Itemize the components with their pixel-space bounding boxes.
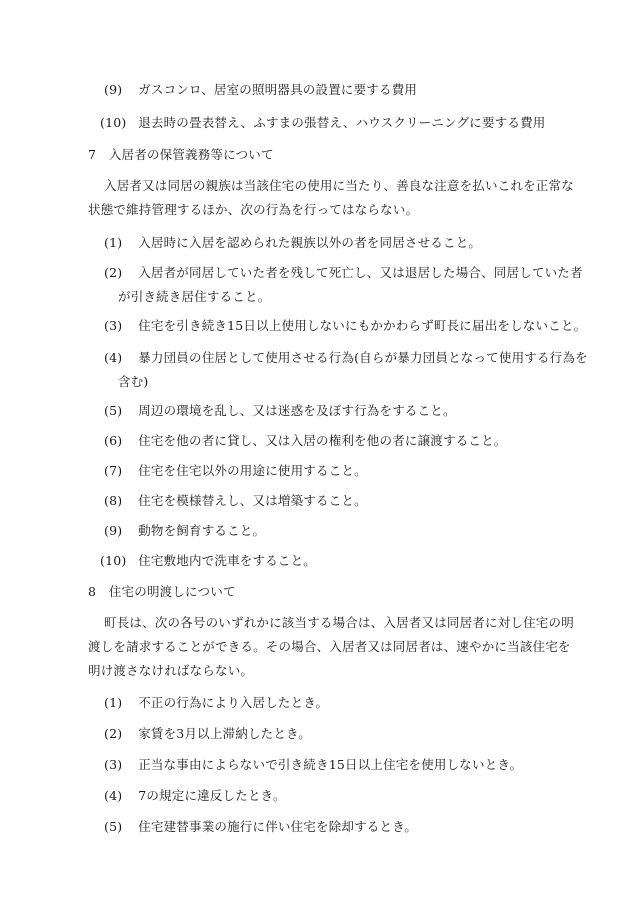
item-number: (10) [100,115,127,130]
list-item [104,265,583,281]
item-text: 住宅を引き続き15日以上使用しないにもかかわらず町長に届出をしないこと。 [138,318,587,333]
list-item [104,819,417,835]
paragraph-line: 状態で維持管理するほか、次の行為を行ってはならない。 [88,202,419,217]
list-item [104,82,417,98]
item-number: (2) [104,726,123,741]
item-text: 住宅を住宅以外の用途に使用すること。 [138,463,367,478]
list-item [104,726,311,742]
item-number: (4) [104,350,123,365]
item-number: (2) [104,265,123,280]
paragraph-line: 町長は、次の各号のいずれかに該当する場合は、入居者又は同居者に対し住宅の明 [104,615,574,630]
item-text: 退去時の畳表替え、ふすまの張替え、ハウスクリーニングに要する費用 [138,115,546,130]
item-text: 不正の行為により入居したとき。 [138,695,329,710]
list-item [104,318,586,334]
item-text: 7の規定に違反したとき。 [138,788,286,803]
section-heading: 7 入居者の保管義務等について [88,147,274,162]
list-item [100,115,545,131]
item-number: (1) [104,235,123,250]
item-number: (1) [104,695,123,710]
item-continuation: が引き続き居住すること。 [118,289,271,304]
item-continuation: 含む) [118,374,149,389]
list-item [104,463,367,479]
item-number: (10) [100,553,127,568]
list-item [100,553,316,569]
item-number: (5) [104,403,123,418]
list-item [104,523,265,539]
item-text: 住宅を模様替えし、又は増築すること。 [138,493,367,508]
item-number: (9) [104,82,123,97]
item-text: 住宅敷地内で洗車をすること。 [138,553,316,568]
item-text: 家賃を3月以上滞納したとき。 [138,726,311,741]
item-text: ガスコンロ、居室の照明器具の設置に要する費用 [138,82,418,97]
item-text: 周辺の環境を乱し、又は迷惑を及ぼす行為をすること。 [138,403,456,418]
paragraph-line: 入居者又は同居の親族は当該住宅の使用に当たり、善良な注意を払いこれを正常な [104,178,574,193]
list-item [104,695,328,711]
item-number: (8) [104,493,123,508]
section-heading: 8 住宅の明渡しについて [88,584,236,599]
item-number: (7) [104,463,123,478]
item-number: (3) [104,318,123,333]
item-text: 動物を飼育すること。 [138,523,266,538]
item-number: (9) [104,523,123,538]
item-number: (3) [104,757,123,772]
paragraph-line: 明け渡さなければならない。 [88,663,254,678]
item-text: 正当な事由によらないで引き続き15日以上住宅を使用しないとき。 [138,757,523,772]
paragraph-line: 渡しを請求することができる。その場合、入居者又は同居者は、速やかに当該住宅を [88,639,571,654]
item-number: (6) [104,433,123,448]
list-item [104,403,456,419]
list-item [104,493,367,509]
list-item [104,235,481,251]
list-item [104,350,588,366]
item-text: 入居時に入居を認められた親族以外の者を同居させること。 [138,235,482,250]
item-text: 暴力団員の住居として使用させる行為(自らが暴力団員となって使用する行為を [138,350,588,365]
list-item [104,757,522,773]
item-number: (5) [104,819,123,834]
item-text: 住宅を他の者に貸し、又は入居の権利を他の者に譲渡すること。 [138,433,507,448]
item-text: 入居者が同居していた者を残して死亡し、又は退居した場合、同居していた者 [138,265,583,280]
list-item [104,788,286,804]
item-text: 住宅建替事業の施行に伴い住宅を除却するとき。 [138,819,418,834]
item-number: (4) [104,788,123,803]
list-item [104,433,507,449]
